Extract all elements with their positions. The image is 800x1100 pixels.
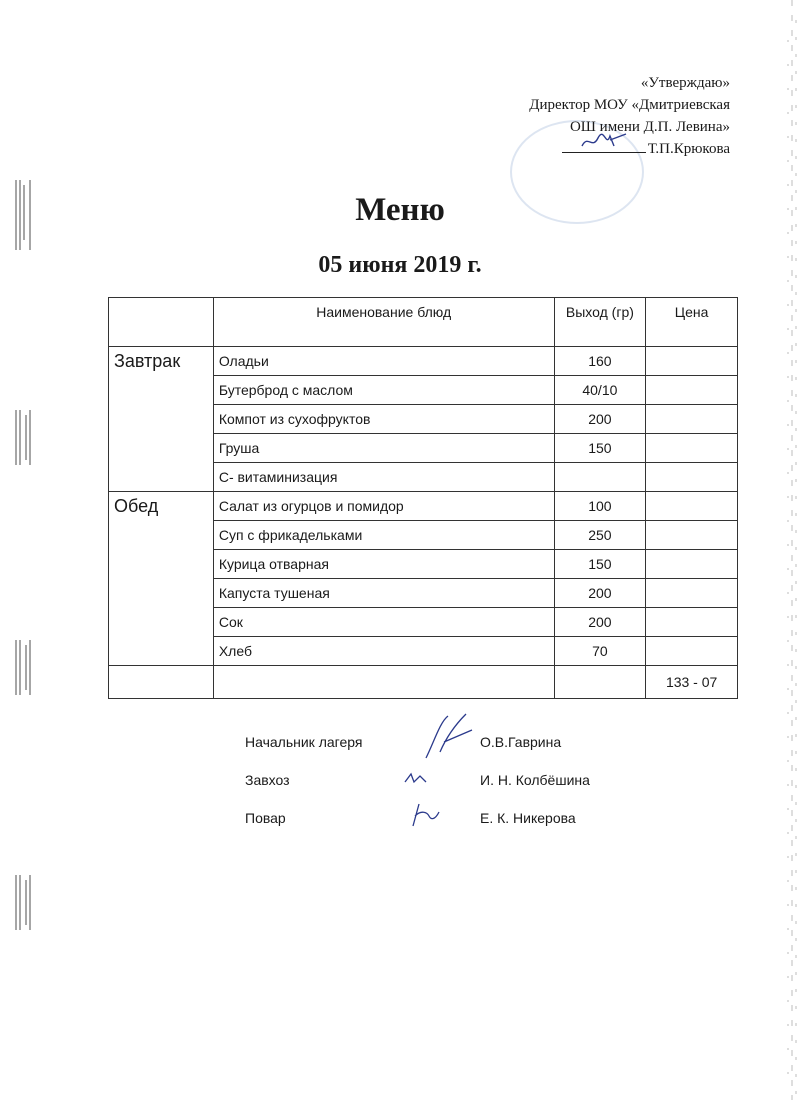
dish-price <box>646 550 738 579</box>
dish-price <box>646 376 738 405</box>
dish-price <box>646 521 738 550</box>
approval-school: ОШ имени Д.П. Левина» <box>569 119 730 135</box>
cook-signature-icon <box>405 802 441 828</box>
dish-name: Салат из огурцов и помидор <box>213 492 554 521</box>
dish-output: 70 <box>554 637 646 666</box>
dish-price <box>646 463 738 492</box>
dish-name: Компот из сухофруктов <box>213 405 554 434</box>
meal-lunch: Обед <box>109 492 214 666</box>
camp-head-signature-icon <box>420 712 480 762</box>
total-empty-cell <box>109 666 214 699</box>
total-price: 133 - 07 <box>646 666 738 699</box>
dish-output: 200 <box>554 608 646 637</box>
signer-role: Завхоз <box>245 772 290 788</box>
dish-output: 250 <box>554 521 646 550</box>
dish-name: Сок <box>213 608 554 637</box>
dish-output: 150 <box>554 434 646 463</box>
dish-output: 40/10 <box>554 376 646 405</box>
scan-mark-left <box>0 410 48 465</box>
header-dish: Наименование блюд <box>213 298 554 347</box>
signer-name: О.В.Гаврина <box>480 734 562 750</box>
dish-output: 200 <box>554 405 646 434</box>
meal-breakfast: Завтрак <box>109 347 214 492</box>
signer-role: Начальник лагеря <box>245 734 363 750</box>
dish-name: Груша <box>213 434 554 463</box>
signature-underline <box>562 138 646 153</box>
dish-name: С- витаминизация <box>213 463 554 492</box>
dish-name: Капуста тушеная <box>213 579 554 608</box>
total-empty-cell <box>213 666 554 699</box>
dish-output: 160 <box>554 347 646 376</box>
dish-output <box>554 463 646 492</box>
header-price: Цена <box>646 298 738 347</box>
director-signature-icon <box>580 130 628 152</box>
table-total-row <box>109 666 738 699</box>
dish-output: 150 <box>554 550 646 579</box>
dish-output: 100 <box>554 492 646 521</box>
dish-price <box>646 347 738 376</box>
dish-name: Бутерброд с маслом <box>213 376 554 405</box>
signer-name: И. Н. Колбёшина <box>480 772 590 788</box>
dish-price <box>646 405 738 434</box>
scan-mark-left <box>0 875 48 930</box>
approval-position: Директор МОУ «Дмитриевская <box>529 97 730 113</box>
dish-name: Курица отварная <box>213 550 554 579</box>
dish-name: Суп с фрикадельками <box>213 521 554 550</box>
table-row <box>109 347 738 376</box>
supply-manager-signature-icon <box>402 768 432 788</box>
table-row <box>109 492 738 521</box>
dish-price <box>646 434 738 463</box>
dish-price <box>646 492 738 521</box>
approval-heading: «Утверждаю» <box>640 75 730 91</box>
page-title: Меню <box>355 192 445 228</box>
dish-output: 200 <box>554 579 646 608</box>
total-empty-cell <box>554 666 646 699</box>
header-meal <box>109 298 214 347</box>
dish-name: Хлеб <box>213 637 554 666</box>
scan-mark-left <box>0 640 48 695</box>
dish-price <box>646 637 738 666</box>
menu-table <box>108 297 738 699</box>
header-output: Выход (гр) <box>554 298 646 347</box>
dish-name: Оладьи <box>213 347 554 376</box>
approval-signer-name: Т.П.Крюкова <box>647 141 730 157</box>
dish-price <box>646 579 738 608</box>
menu-date: 05 июня 2019 г. <box>318 252 482 278</box>
signer-name: Е. К. Никерова <box>480 810 576 826</box>
dish-price <box>646 608 738 637</box>
approval-signature-line <box>529 138 730 160</box>
approval-block <box>529 72 730 160</box>
scan-edge-artifact <box>750 0 800 1100</box>
signer-role: Повар <box>245 810 286 826</box>
table-header-row <box>109 298 738 347</box>
